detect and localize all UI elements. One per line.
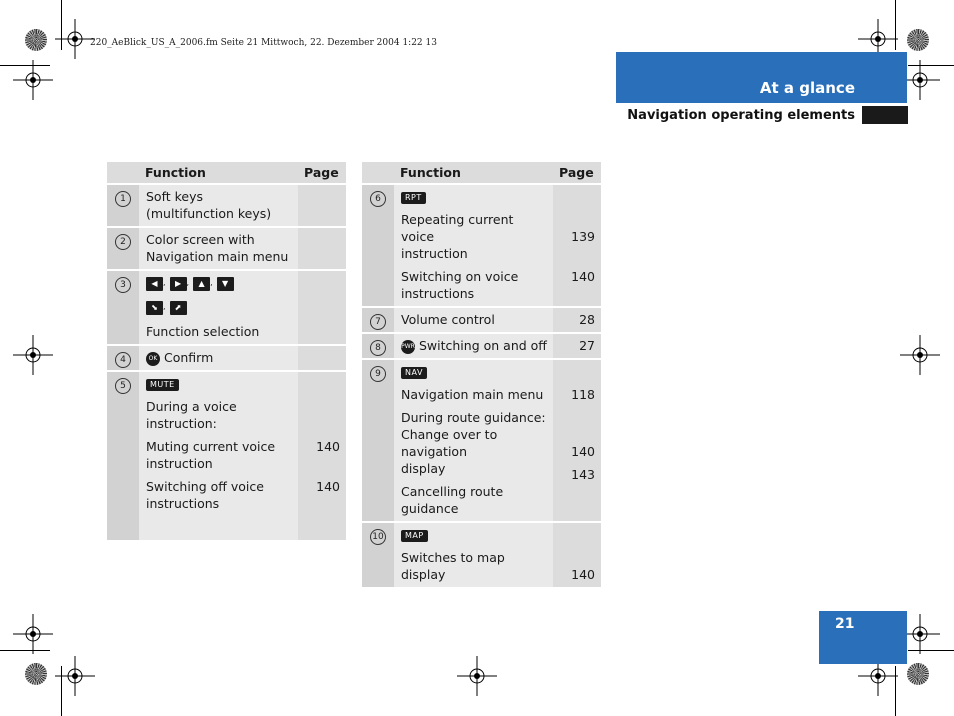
diagonal-down-key-icon: ⬊ xyxy=(146,301,163,315)
table-header-row xyxy=(107,162,346,184)
left-arrow-key-icon: ◀ xyxy=(146,277,163,291)
item-number: 6 xyxy=(370,191,386,207)
function-text: Switching off voice xyxy=(146,479,264,494)
item-number: 10 xyxy=(370,529,386,545)
page-number-label: 21 xyxy=(835,616,855,632)
page-number: 140 xyxy=(571,444,595,459)
function-text: During route guidance: xyxy=(401,410,546,425)
registration-mark xyxy=(457,656,497,696)
page-number: 140 xyxy=(571,269,595,284)
function-text: During a voice instruction: xyxy=(146,399,237,431)
function-header: Function xyxy=(394,162,553,184)
repeat-key-icon: RPT xyxy=(401,192,426,204)
file-header: 220_AeBlick_US_A_2006.fm Seite 21 Mittwoch, 22. Dezember 2004 1:22 13 xyxy=(90,38,437,48)
page-number: 143 xyxy=(571,467,595,482)
page-number: 139 xyxy=(571,229,595,244)
item-number: 9 xyxy=(370,366,386,382)
table-row xyxy=(362,522,601,588)
function-text: Switching on and off xyxy=(418,338,547,353)
registration-mark xyxy=(13,60,53,100)
function-text: Muting current voice xyxy=(146,439,276,454)
power-key-icon: PWR xyxy=(401,340,415,354)
diagonal-up-key-icon: ⬈ xyxy=(170,301,187,315)
function-text: Soft keys xyxy=(146,189,204,204)
function-text: Switches to map display xyxy=(401,550,505,582)
function-text: display xyxy=(401,461,446,476)
function-text: Color screen with xyxy=(146,232,255,247)
function-text: Volume control xyxy=(401,312,495,327)
function-text: Navigation main menu xyxy=(401,387,544,402)
section-title: At a glance xyxy=(759,79,855,97)
up-arrow-key-icon: ▲ xyxy=(193,277,210,291)
subsection-title: Navigation operating elements xyxy=(627,108,855,123)
item-number: 8 xyxy=(370,340,386,356)
nav-key-icon: NAV xyxy=(401,367,427,379)
registration-disc xyxy=(25,29,47,51)
function-text: instruction xyxy=(146,456,213,471)
number-header xyxy=(362,162,394,184)
function-text: Confirm xyxy=(163,350,214,365)
function-text: instructions xyxy=(401,286,475,301)
mute-key-icon: MUTE xyxy=(146,379,179,391)
registration-mark xyxy=(900,335,940,375)
table-row xyxy=(362,359,601,522)
item-number: 1 xyxy=(115,191,131,207)
right-arrow-key-icon: ▶ xyxy=(170,277,187,291)
item-number: 2 xyxy=(115,234,131,250)
page-number: 140 xyxy=(553,522,601,588)
registration-disc xyxy=(907,29,929,51)
item-number: 7 xyxy=(370,314,386,330)
function-text: Function selection xyxy=(146,324,260,339)
function-text: (multifunction keys) xyxy=(146,206,272,221)
table-row xyxy=(107,371,346,541)
table-row xyxy=(362,333,601,359)
page-number: 118 xyxy=(571,387,595,402)
right-reference-table xyxy=(362,162,601,589)
function-text: instruction xyxy=(401,246,468,261)
table-row xyxy=(107,227,346,270)
registration-mark xyxy=(55,19,95,59)
page-number-tab xyxy=(819,611,907,664)
function-text: Change over to navigation xyxy=(401,427,498,459)
item-number: 4 xyxy=(115,352,131,368)
registration-mark xyxy=(55,656,95,696)
item-number: 3 xyxy=(115,277,131,293)
page-number: 28 xyxy=(553,307,601,333)
registration-disc xyxy=(25,663,47,685)
section-marker xyxy=(862,106,908,124)
down-arrow-key-icon: ▼ xyxy=(217,277,234,291)
table-row xyxy=(107,184,346,227)
section-banner xyxy=(616,52,907,103)
table-row xyxy=(362,307,601,333)
ok-key-icon: OK xyxy=(146,352,160,366)
page-header: Page xyxy=(298,162,346,184)
page-header: Page xyxy=(553,162,601,184)
page-number: 140 xyxy=(316,479,340,494)
table-header-row xyxy=(362,162,601,184)
number-header xyxy=(107,162,139,184)
function-header: Function xyxy=(139,162,298,184)
function-text: Navigation main menu xyxy=(146,249,289,264)
function-text: Repeating current voice xyxy=(401,212,514,244)
table-row: 3 ◀ , ▶ , ▲ , ▼ ⬊ , ⬈ Function selection xyxy=(107,270,346,345)
table-row xyxy=(362,184,601,307)
left-reference-table xyxy=(107,162,346,542)
function-text: instructions xyxy=(146,496,220,511)
registration-disc xyxy=(907,663,929,685)
function-text: Cancelling route guidance xyxy=(401,484,504,516)
registration-mark xyxy=(13,335,53,375)
table-row xyxy=(107,345,346,371)
map-key-icon: MAP xyxy=(401,530,428,542)
registration-mark xyxy=(13,614,53,654)
page-number: 27 xyxy=(553,333,601,359)
function-text: Switching on voice xyxy=(401,269,519,284)
page-number: 140 xyxy=(316,439,340,454)
item-number: 5 xyxy=(115,378,131,394)
